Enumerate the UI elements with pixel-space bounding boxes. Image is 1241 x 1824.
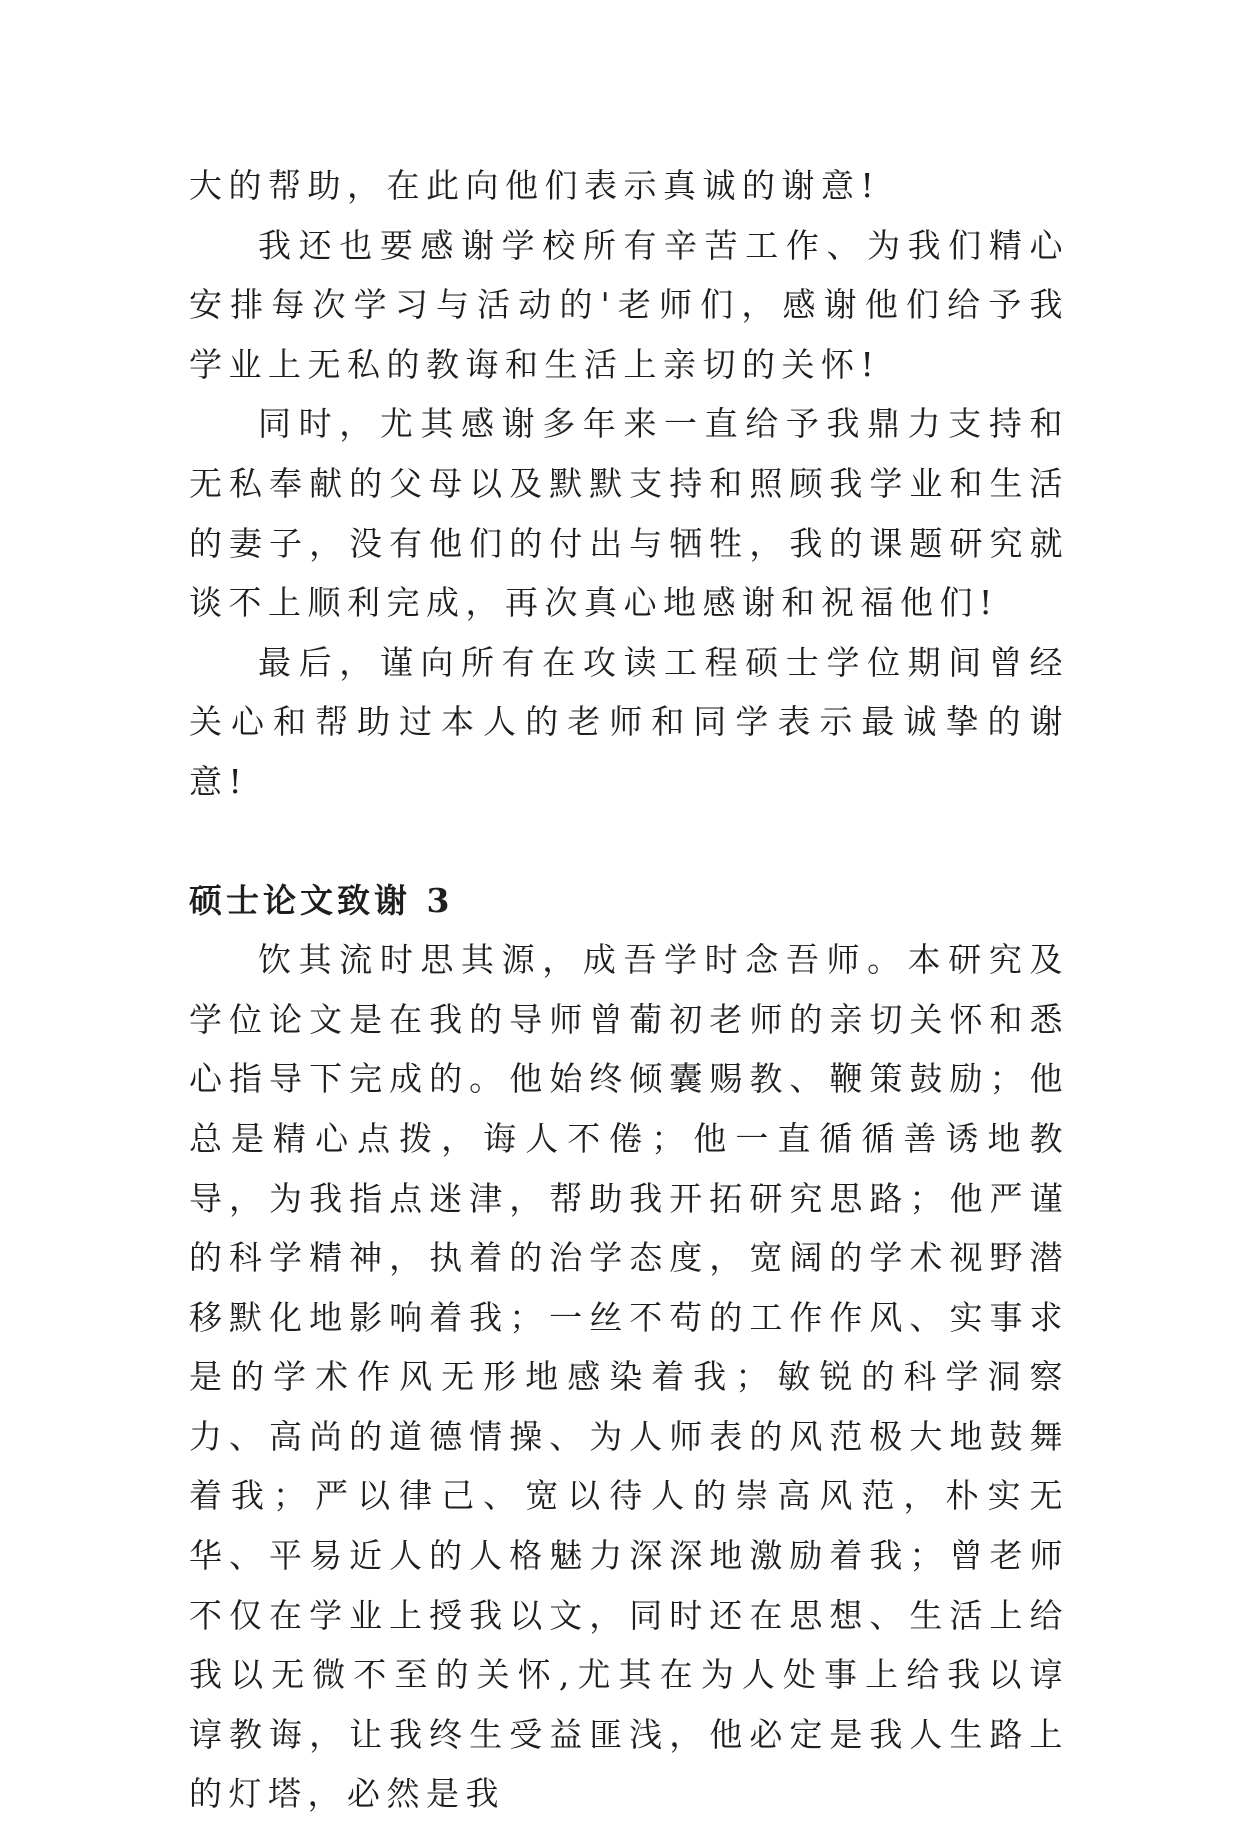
section-title: 硕士论文致谢 3 bbox=[189, 880, 454, 920]
paragraph-thanks-final: 最后，谨向所有在攻读工程硕士学位期间曾经关心和帮助过本人的老师和同学表示最诚挚的谢意! bbox=[189, 642, 1069, 801]
paragraph-thanks-teachers: 我还也要感谢学校所有辛苦工作、为我们精心安排每次学习与活动的'老师们，感谢他们给予我学业上无私的教诲和生活上亲切的关怀! bbox=[189, 225, 1069, 384]
document-page bbox=[189, 156, 1069, 1824]
paragraph-continuation: 大的帮助，在此向他们表示真诚的谢意! bbox=[189, 166, 881, 205]
paragraph-thanks-advisor: 饮其流时思其源，成吾学时念吾师。本研究及学位论文是在我的导师曾葡初老师的亲切关怀和悉心指导下完成的。他始终倾囊赐教、鞭策鼓励；他总是精心点拨，诲人不倦；他一直循循善诱地教导，为我指点迷津，帮助我开拓研究思路；他严谨的科学精神，执着的治学态度，宽阔的学术视野潜移默化地影响着我；一丝不苟的工作作风、实事求是的学术作风无形地感染着我；敏锐的科学洞察力、高尚的道德情操、为人师表的风范极大地鼓舞着我；严以律己、宽以待人的崇高风范，朴实无华、平易近人的人格魅力深深地激励着我；曾老师不仅在学业上授我以文，同时还在思想、生活上给我以无微不至的关怀,尤其在为人处事上给我以谆谆教诲，让我终生受益匪浅，他必定是我人生路上的灯塔，必然是我 bbox=[189, 940, 1069, 1814]
paragraph-thanks-family: 同时，尤其感谢多年来一直给予我鼎力支持和无私奉献的父母以及默默支持和照顾我学业和生活的妻子，没有他们的付出与牺牲，我的课题研究就谈不上顺利完成，再次真心地感谢和祝福他们! bbox=[189, 404, 1069, 623]
